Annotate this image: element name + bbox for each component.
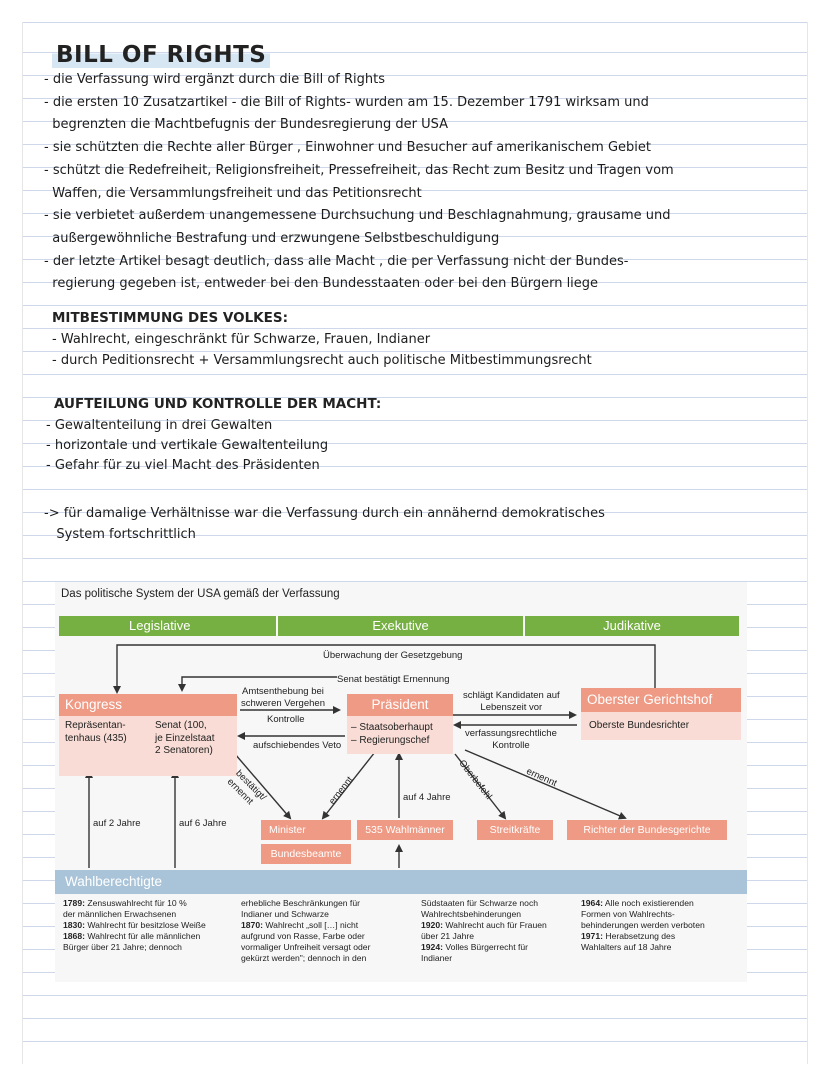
- voting-history-line: [63, 920, 227, 931]
- label-bestaetigt-ernennt: bestätigt/ ernennt: [225, 768, 269, 807]
- bill-of-rights-line-6: Waffen, die Versammlungsfreiheit und das Petitionsrecht: [44, 185, 422, 201]
- us-political-system-figure: [55, 582, 747, 982]
- voting-history-line: [581, 898, 741, 909]
- label-ernennt-minister: ernennt: [327, 774, 356, 807]
- history-text: Bürger über 21 Jahre; dennoch: [63, 942, 182, 952]
- gericht-sub: Oberste Bundesrichter: [589, 720, 690, 731]
- section-heading-aufteilung: AUFTEILUNG UND KONTROLLE DER MACHT:: [54, 396, 382, 412]
- aufteilung-line-3: - Gefahr für zu viel Macht des Präsidenten: [46, 458, 320, 473]
- history-text: Wahlrechtsbehinderungen: [421, 909, 522, 919]
- voting-history-line: [241, 942, 413, 953]
- wahlmaenner-box: 535 Wahlmänner: [357, 820, 453, 840]
- voting-history-line: [63, 898, 227, 909]
- senat: Senat (100, je Einzelstaat 2 Senatoren): [155, 720, 215, 756]
- voting-history-line: [63, 931, 227, 942]
- history-text: Indianer und Schwarze: [241, 909, 329, 919]
- band-judikative-label: Judikative: [603, 618, 661, 633]
- voting-history-col-4: [581, 898, 741, 953]
- mitbestimmung-line-2: - durch Peditionsrecht + Versammlungsrecht auch politische Mitbestimmungsrecht: [52, 353, 592, 368]
- voting-history-line: [241, 898, 413, 909]
- year-label: 1868:: [63, 931, 85, 941]
- bundesbeamte-box: Bundesbeamte: [261, 844, 351, 864]
- history-text: aufgrund von Rasse, Farbe oder: [241, 931, 365, 941]
- voting-history-line: [581, 942, 741, 953]
- aufteilung-line-2: - horizontale und vertikale Gewaltenteilung: [46, 438, 329, 453]
- mitbestimmung-line-1: - Wahlrecht, eingeschränkt für Schwarze, Frauen, Indianer: [52, 332, 431, 347]
- label-2-jahre: auf 2 Jahre: [93, 818, 141, 829]
- voting-history-line: [421, 931, 571, 942]
- repraesentantenhaus: Repräsentan- tenhaus (435): [65, 720, 127, 744]
- label-senat-bestaetigt: Senat bestätigt Ernennung: [337, 674, 450, 685]
- label-amtsenthebung: Amtsenthebung bei schweren Vergehen: [241, 686, 325, 709]
- voting-history-line: [421, 909, 571, 920]
- year-label: 1924:: [421, 942, 443, 952]
- label-kandidaten: schlägt Kandidaten auf Lebenszeit vor: [463, 690, 560, 713]
- history-text: Wahlrecht für alle männlichen: [84, 931, 201, 941]
- history-text: Wahlrecht „soll […] nicht: [262, 920, 359, 930]
- wahlberechtigte-bar: Wahlberechtigte: [55, 870, 747, 894]
- label-oberbefehl: Oberbefehl: [456, 758, 494, 802]
- voting-history-col-3: [421, 898, 571, 964]
- praesident-roles: – Staatsoberhaupt – Regierungschef: [351, 722, 433, 746]
- history-text: Formen von Wahlrechts-: [581, 909, 675, 919]
- history-text: Wahlalters auf 18 Jahre: [581, 942, 672, 952]
- conclusion-line-1: -> für damalige Verhältnisse war die Verfassung durch ein annähernd demokratisches: [44, 506, 605, 521]
- label-uberwachung: Überwachung der Gesetzgebung: [323, 650, 463, 661]
- voting-history-line: [421, 953, 571, 964]
- voting-history-line: [241, 909, 413, 920]
- voting-history-line: [241, 953, 413, 964]
- history-text: über 21 Jahre: [421, 931, 475, 941]
- voting-history-line: [421, 942, 571, 953]
- bill-of-rights-line-8: außergewöhnliche Bestrafung und erzwungene Selbstbeschuldigung: [44, 230, 500, 246]
- label-4-jahre: auf 4 Jahre: [403, 792, 451, 803]
- section-heading-mitbestimmung: MITBESTIMMUNG DES VOLKES:: [52, 310, 288, 326]
- history-text: Indianer: [421, 953, 453, 963]
- history-text: Wahlrecht auch für Frauen: [442, 920, 547, 930]
- label-verfassungskontrolle: verfassungsrechtliche Kontrolle: [465, 728, 557, 751]
- history-text: Volles Bürgerrecht für: [442, 942, 529, 952]
- bill-of-rights-line-7: - sie verbietet außerdem unangemessene Durchsuchung und Beschlagnahmung, grausame und: [44, 208, 671, 224]
- history-text: Herabsetzung des: [602, 931, 676, 941]
- year-label: 1789:: [63, 898, 85, 908]
- history-text: vormaliger Unfreiheit versagt oder: [241, 942, 371, 952]
- label-ernennt-richter: ernennt: [524, 766, 559, 790]
- bill-of-rights-line-9: - der letzte Artikel besagt deutlich, dass alle Macht , die per Verfassung nicht der Bundes-: [44, 253, 629, 269]
- voting-history-line: [581, 931, 741, 942]
- year-label: 1870:: [241, 920, 263, 930]
- label-veto: aufschiebendes Veto: [253, 740, 342, 751]
- voting-history-line: [241, 920, 413, 931]
- history-text: Alle noch existierenden: [602, 898, 694, 908]
- bill-of-rights-line-5: - schützt die Redefreiheit, Religionsfreiheit, Pressefreiheit, das Recht zum Besitz und Tragen vom: [44, 162, 674, 178]
- label-kontrolle: Kontrolle: [267, 714, 305, 725]
- bill-of-rights-line-1: - die Verfassung wird ergänzt durch die Bill of Rights: [44, 72, 385, 87]
- history-text: erhebliche Beschränkungen für: [241, 898, 360, 908]
- history-text: Zensuswahlrecht für 10 %: [84, 898, 187, 908]
- praesident-title: Präsident: [347, 694, 453, 716]
- bill-of-rights-line-4: - sie schützten die Rechte aller Bürger , Einwohner und Besucher auf amerikanischem Gebiet: [44, 140, 651, 156]
- page-title-text: BILL OF RIGHTS: [52, 42, 270, 68]
- history-text: der männlichen Erwachsenen: [63, 909, 177, 919]
- aufteilung-line-1: - Gewaltenteilung in drei Gewalten: [46, 418, 273, 433]
- conclusion-line-2: System fortschrittlich: [44, 527, 196, 542]
- voting-history-line: [581, 920, 741, 931]
- streitkraefte-box: Streitkräfte: [477, 820, 553, 840]
- history-text: behinderungen werden verboten: [581, 920, 705, 930]
- kongress-title: Kongress: [59, 694, 237, 716]
- year-label: 1920:: [421, 920, 443, 930]
- history-text: Wahlrecht für besitzlose Weiße: [84, 920, 206, 930]
- richter-box: Richter der Bundesgerichte: [567, 820, 727, 840]
- voting-history-line: [63, 909, 227, 920]
- bill-of-rights-line-10: regierung gegeben ist, entweder bei den Bundesstaaten oder bei den Bürgern liege: [44, 276, 599, 292]
- year-label: 1971:: [581, 931, 603, 941]
- figure-title: Das politische System der USA gemäß der Verfassung: [61, 588, 340, 600]
- voting-history-line: [241, 931, 413, 942]
- voting-history-line: [63, 942, 227, 953]
- band-legislative-label: Legislative: [129, 618, 191, 633]
- label-6-jahre: auf 6 Jahre: [179, 818, 227, 829]
- minister-box: Minister: [261, 820, 351, 840]
- gericht-title: Oberster Gerichtshof: [581, 688, 741, 712]
- voting-history-col-1: [63, 898, 227, 953]
- voting-history-line: [581, 909, 741, 920]
- bill-of-rights-line-3: begrenzten die Machtbefugnis der Bundesregierung der USA: [44, 117, 448, 133]
- band-exekutive-label: Exekutive: [372, 618, 429, 633]
- history-text: Südstaaten für Schwarze noch: [421, 898, 539, 908]
- voting-history-line: [421, 898, 571, 909]
- voting-history-col-2: [241, 898, 413, 964]
- page-title: [52, 42, 270, 68]
- bill-of-rights-line-2: - die ersten 10 Zusatzartikel - die Bill of Rights- wurden am 15. Dezember 1791 wirksam und: [44, 94, 649, 110]
- history-text: gekürzt werden"; dennoch in den: [241, 953, 367, 963]
- voting-history-line: [421, 920, 571, 931]
- year-label: 1964:: [581, 898, 603, 908]
- year-label: 1830:: [63, 920, 85, 930]
